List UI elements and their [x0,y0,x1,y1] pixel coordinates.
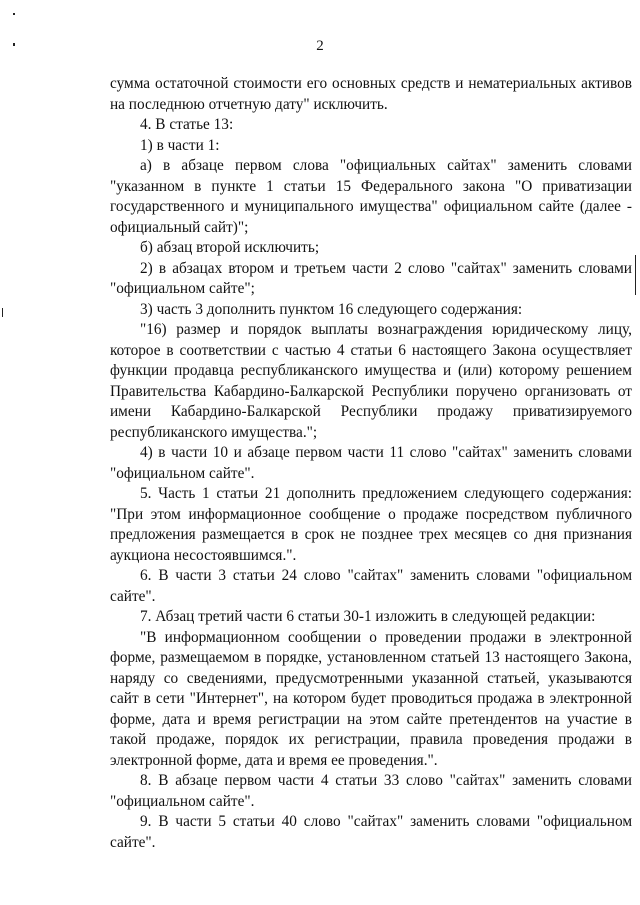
paragraph: 5. Часть 1 статьи 21 дополнить предложением следующего содержания: "При этом информационное сообщение о продаже посредством публичного предложения размещается в срок не позднее трех месяцев со дня признания аукциона несостоявшимся.". [110,485,632,564]
paragraph: 4. В статье 13: [140,116,234,133]
paragraph: 3) часть 3 дополнить пунктом 16 следующего содержания: [140,300,523,318]
document-body [110,74,632,853]
paragraph: 6. В части 3 статьи 24 слово "сайтах" заменить словами "официальном сайте". [110,567,632,605]
scan-speck [13,13,15,15]
paragraph: "16) размер и порядок выплаты вознаграждения юридическому лицу, которое в соответствии с частью 4 статьи 6 настоящего Закона осуществляет функции продавца республиканского имущества и (или) которому решением Правительства Кабардино-Балкарской Республики поручено организовать от имени Кабардино-Балкарской Республики продажу приватизируемого республиканского имущества."; [110,321,632,441]
page-number: 2 [316,38,324,54]
paragraph: б) абзац второй исключить; [140,239,320,256]
paragraph: а) в абзаце первом слова "официальных сайтах" заменить словами "указанном в пункте 1 статьи 15 Федерального закона "О приватизации государственного и муниципального имущества" официальном сайте (далее - официальный сайт)"; [110,157,632,236]
paragraph: 1) в части 1: [140,136,220,154]
paragraph: 7. Абзац третий части 6 статьи 30-1 изложить в следующей редакции: [140,608,596,625]
scan-speck [635,255,636,295]
paragraph: 2) в абзацах втором и третьем части 2 слово "сайтах" заменить словами "официальном сайте"; [110,259,632,297]
scan-speck [2,308,3,317]
paragraph: 9. В части 5 статьи 40 слово "сайтах" заменить словами "официальном сайте". [110,813,632,851]
paragraph: 8. В абзаце первом части 4 статьи 33 слово "сайтах" заменить словами "официальном сайте". [110,772,632,810]
paragraph: 4) в части 10 и абзаце первом части 11 слово "сайтах" заменить словами "официальном сайте". [110,444,632,482]
paragraph: "В информационном сообщении о проведении продажи в электронной форме, размещаемом в порядке, установленном статьей 13 настоящего Закона, наряду со сведениями, предусмотренными указанной статьей, указываются сайт в сети "Интернет", на котором будет проводиться продажа в электронной форме, дата и время регистрации на этом сайте претендентов на участие в такой продаже, порядок их регистрации, правила проведения продажи в электронной форме, дата и время ее проведения.". [110,628,632,769]
paragraph: сумма остаточной стоимости его основных средств и нематериальных активов на последнюю отчетную дату" исключить. [110,75,632,113]
